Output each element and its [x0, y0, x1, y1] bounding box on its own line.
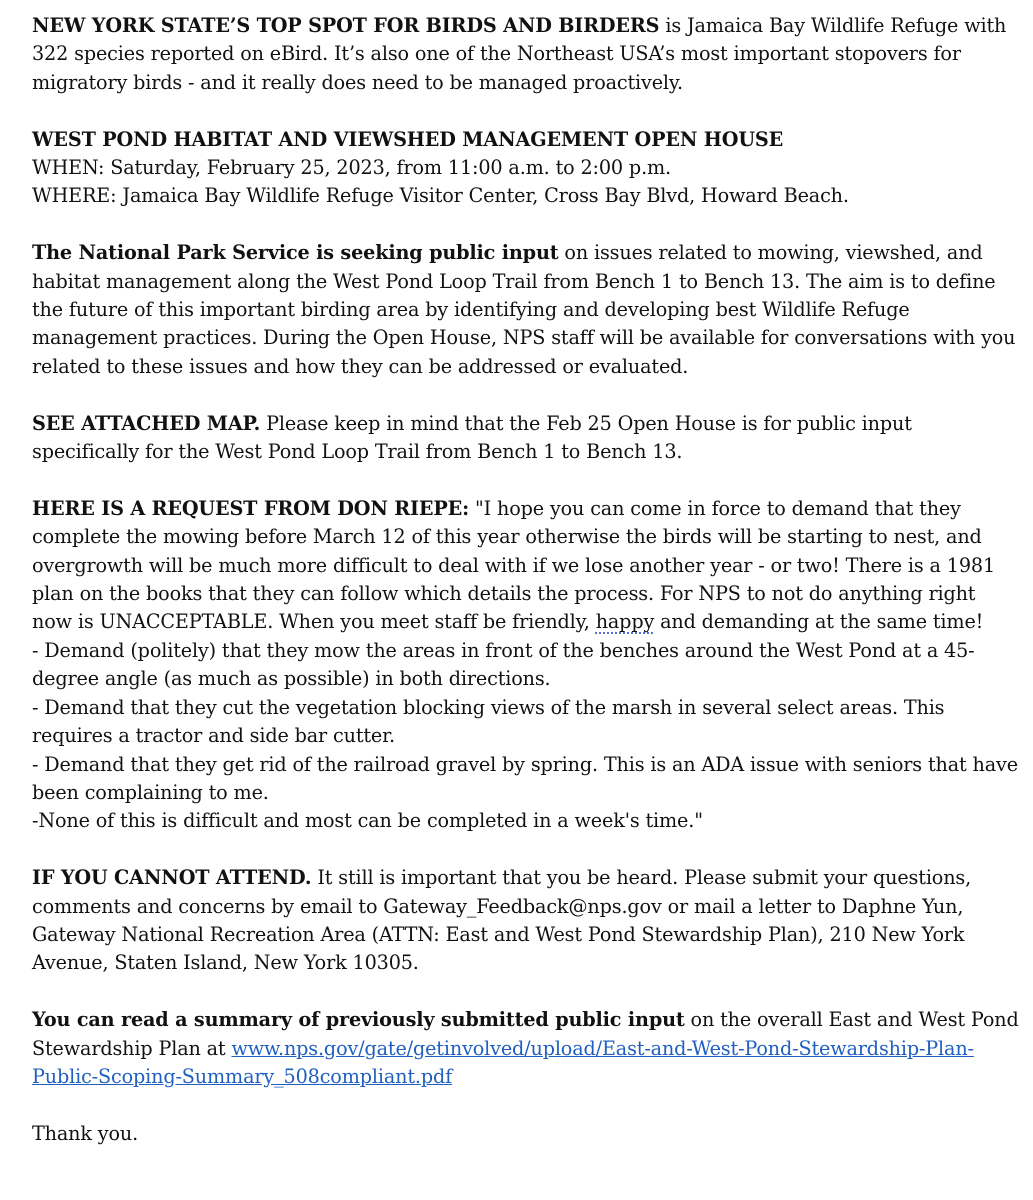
closing-line: Thank you.: [32, 1121, 139, 1145]
paragraph-summary: [32, 1006, 1021, 1091]
paragraph-attached-map: [32, 410, 1021, 467]
riepe-request-intro: [32, 495, 1021, 637]
open-house-heading: WEST POND HABITAT AND VIEWSHED MANAGEMENT OPEN HOUSE: [32, 127, 784, 151]
riepe-request-text-a: "I hope you can come in force to demand that they complete the mowing before March 12 of this year otherwise the birds will be starting to nest, and overgrowth will be much more difficult to deal with if we lose another year - or two! There is a 1981 plan on the books that they can follow which details the process. For NPS to not do anything right now is UNACCEPTABLE. When you meet staff be friendly,: [32, 496, 996, 634]
bullet-railroad-gravel: - Demand that they get rid of the railroad gravel by spring. This is an ADA issue with seniors that have been complaining to me.: [32, 752, 1018, 804]
attached-map-heading: SEE ATTACHED MAP.: [32, 411, 261, 435]
attached-map-text: Please keep in mind that the Feb 25 Open House is for public input specifically for the West Pond Loop Trail from Bench 1 to Bench 13.: [32, 411, 912, 464]
paragraph-nps-input: [32, 239, 1021, 381]
nps-input-text: on issues related to mowing, viewshed, and habitat management along the West Pond Loop Trail from Bench 1 to Bench 13. The aim is to define the future of this important birding area by identifying and developing best Wildlife Refuge management practices. During the Open House, NPS staff will be available for conversations with you related to these issues and how they can be addressed or evaluated.: [32, 241, 1016, 378]
cannot-attend-heading: IF YOU CANNOT ATTEND.: [32, 866, 312, 890]
paragraph-top-spot: [32, 12, 1021, 97]
summary-text: on the overall East and West Pond Stewardship Plan at: [32, 1008, 1019, 1060]
open-house-where: WHERE: Jamaica Bay Wildlife Refuge Visitor Center, Cross Bay Blvd, Howard Beach.: [32, 184, 849, 208]
bullet-none-difficult: -None of this is difficult and most can be completed in a week's time.": [32, 809, 703, 833]
open-house-when: WHEN: Saturday, February 25, 2023, from 11:00 a.m. to 2:00 p.m.: [32, 156, 672, 180]
riepe-request-heading: HERE IS A REQUEST FROM DON RIEPE:: [32, 496, 470, 520]
nps-input-heading: The National Park Service is seeking public input: [32, 241, 559, 265]
top-spot-text: is Jamaica Bay Wildlife Refuge with 322 species reported on eBird. It’s also one of the Northeast USA’s most important stopovers for migratory birds - and it really does need to be managed proactively.: [32, 14, 1007, 94]
riepe-request-text-b: and demanding at the same time!: [654, 610, 984, 634]
paragraph-riepe-request: [32, 495, 1021, 836]
bullet-mow-benches: - Demand (politely) that they mow the areas in front of the benches around the West Pond at a 45-degree angle (as much as possible) in both directions.: [32, 638, 975, 691]
bullet-cut-vegetation: - Demand that they cut the vegetation blocking views of the marsh in several select areas. This requires a tractor and side bar cutter.: [32, 695, 945, 748]
summary-link[interactable]: www.nps.gov/gate/getinvolved/upload/East-and-West-Pond-Stewardship-Plan-Public-Scoping-Summary_508compliant.pdf: [32, 1036, 974, 1088]
cannot-attend-text: It still is important that you be heard. Please submit your questions, comments and concerns by email to Gateway_Feedback@nps.gov or mail a letter to Daphne Yun, Gateway National Recreation Area (ATTN: East and West Pond Stewardship Plan), 210 New York Avenue, Staten Island, New York 10305.: [32, 866, 972, 975]
spellcheck-word-happy[interactable]: happy: [595, 610, 655, 634]
summary-heading: You can read a summary of previously submitted public input: [32, 1008, 685, 1032]
top-spot-heading: NEW YORK STATE’S TOP SPOT FOR BIRDS AND BIRDERS: [32, 14, 660, 37]
paragraph-cannot-attend: [32, 864, 1021, 978]
paragraph-open-house: [32, 126, 1021, 211]
